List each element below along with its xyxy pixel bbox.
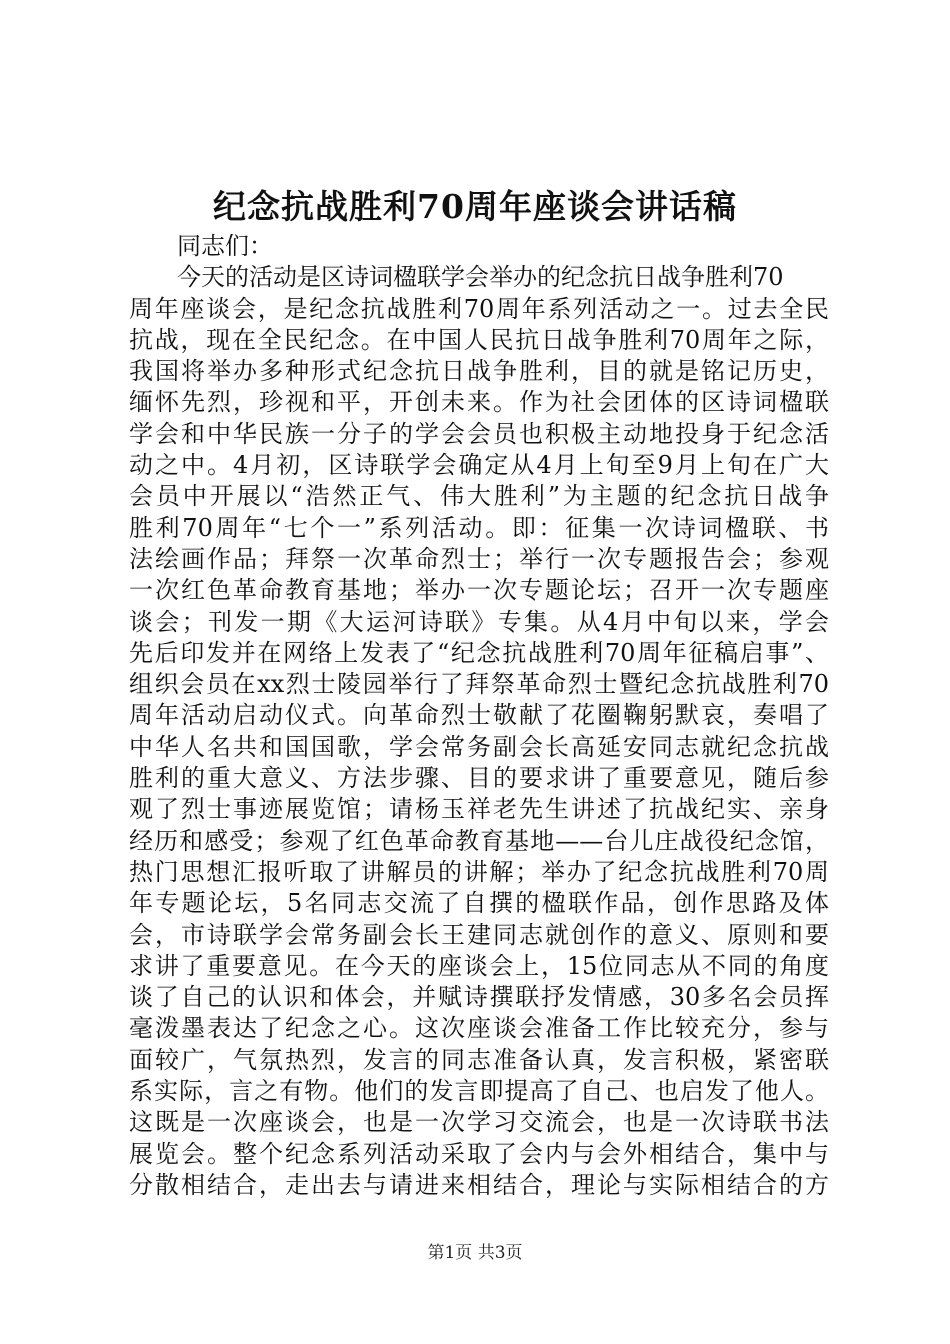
paragraph-line: 学会和中华民族一分子的学会会员也积极主动地投身于纪念活: [129, 419, 829, 448]
paragraph-line: 求讲了重要意见。在今天的座谈会上，15位同志从不同的角度: [129, 951, 829, 980]
paragraph-line: 胜利的重大意义、方法步骤、目的要求讲了重要意见，随后参: [129, 764, 829, 793]
paragraph-line: 谈会；刊发一期《大运河诗联》专集。从4月中旬以来，学会: [129, 607, 829, 636]
paragraph-line: 观了烈士事迹展览馆；请杨玉祥老先生讲述了抗战纪实、亲身: [129, 795, 829, 824]
paragraph-line: 面较广，气氛热烈，发言的同志准备认真，发言积极，紧密联: [129, 1045, 829, 1074]
paragraph-line: 展览会。整个纪念系列活动采取了会内与会外相结合，集中与: [129, 1139, 829, 1168]
document-title: 纪念抗战胜利70周年座谈会讲话稿: [213, 187, 737, 226]
paragraph-line: 今天的活动是区诗词楹联学会举办的纪念抗日战争胜利70: [177, 263, 784, 292]
paragraph-line: 法绘画作品；拜祭一次革命烈士；举行一次专题报告会；参观: [129, 544, 829, 573]
document-body: [129, 231, 829, 1201]
paragraph-line: 分散相结合，走出去与请进来相结合，理论与实际相结合的方: [129, 1170, 829, 1199]
greeting: 同志们：: [177, 232, 273, 260]
paragraph-line: 谈了自己的认识和体会，并赋诗撰联抒发情感，30多名会员挥: [129, 983, 829, 1012]
paragraph-line: 会，市诗联学会常务副会长王建同志就创作的意义、原则和要: [129, 920, 829, 949]
paragraph-line: 周年座谈会，是纪念抗战胜利70周年系列活动之一。过去全民: [129, 294, 829, 323]
paragraph-line: 会员中开展以“浩然正气、伟大胜利”为主题的纪念抗日战争: [129, 482, 829, 511]
paragraph-line: 经历和感受；参观了红色革命教育基地——台儿庄战役纪念馆，: [129, 826, 829, 855]
page-footer: 第1页 共3页: [427, 1243, 523, 1263]
paragraph-line: 系实际，言之有物。他们的发言即提高了自己、也启发了他人。: [129, 1077, 829, 1106]
paragraph-line: 我国将举办多种形式纪念抗日战争胜利，目的就是铭记历史，: [129, 357, 829, 386]
paragraph-line: 周年活动启动仪式。向革命烈士敬献了花圈鞠躬默哀，奏唱了: [129, 701, 829, 730]
paragraph-line: 动之中。4月初，区诗联学会确定从4月上旬至9月上旬在广大: [129, 451, 829, 480]
paragraph-line: 这既是一次座谈会，也是一次学习交流会，也是一次诗联书法: [129, 1108, 829, 1137]
paragraph-line: 热门思想汇报听取了讲解员的讲解；举办了纪念抗战胜利70周: [129, 857, 829, 886]
paragraph-line: 年专题论坛，5名同志交流了自撰的楹联作品，创作思路及体: [129, 889, 829, 918]
paragraph-line: 毫泼墨表达了纪念之心。这次座谈会准备工作比较充分，参与: [129, 1014, 829, 1043]
paragraph-line: 胜利70周年“七个一”系列活动。即：征集一次诗词楹联、书: [129, 513, 829, 542]
paragraph-line: 中华人名共和国国歌，学会常务副会长高延安同志就纪念抗战: [129, 732, 829, 761]
paragraph-line: 抗战，现在全民纪念。在中国人民抗日战争胜利70周年之际，: [129, 325, 829, 354]
paragraph-line: 缅怀先烈，珍视和平，开创未来。作为社会团体的区诗词楹联: [129, 388, 829, 417]
paragraph-line: 先后印发并在网络上发表了“纪念抗战胜利70周年征稿启事”、: [129, 638, 829, 667]
paragraph-line: 一次红色革命教育基地；举办一次专题论坛；召开一次专题座: [129, 576, 829, 605]
paragraph-line: 组织会员在xx烈士陵园举行了拜祭革命烈士暨纪念抗战胜利70: [129, 670, 829, 699]
